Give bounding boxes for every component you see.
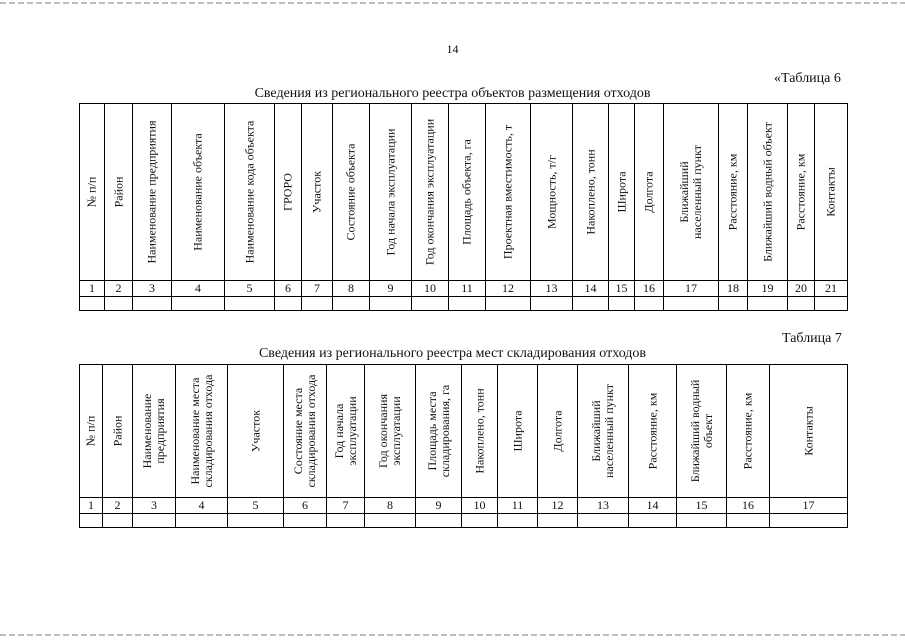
t7-empty-cell: [462, 514, 498, 528]
t6-header-text: Наименование кода объекта: [242, 120, 256, 264]
t7-header-cell: [727, 365, 770, 498]
t7-empty-cell: [578, 514, 629, 528]
t6-header-cell: [133, 104, 172, 281]
t6-header-text: Наименование предприятия: [144, 120, 159, 264]
t6-header-cell: [719, 104, 748, 281]
table7: [79, 364, 848, 528]
t7-header-text: Наименование предприятия: [140, 393, 167, 469]
t7-empty-cell: [770, 514, 848, 528]
t7-header-cell: [538, 365, 578, 498]
t6-empty-cell: [486, 297, 531, 311]
table7-title: Сведения из регионального реестра мест складирования отходов: [258, 346, 647, 361]
t7-col-number: 9: [416, 498, 462, 514]
t6-empty-cell: [105, 297, 133, 311]
table6: [79, 103, 848, 311]
t7-empty-cell: [677, 514, 727, 528]
t6-header-text: Ближайший населенный пункт: [677, 145, 704, 239]
t6-empty-cell: [531, 297, 573, 311]
t6-header-cell: [225, 104, 275, 281]
t6-header-text: Наименование объекта: [190, 133, 205, 251]
t6-empty-cell: [609, 297, 635, 311]
t6-header-text: Контакты: [823, 167, 838, 217]
t6-header-cell: [664, 104, 719, 281]
t7-header-cell: [416, 365, 462, 498]
t7-col-number: 15: [677, 498, 727, 514]
t6-header-text: Широта: [614, 171, 628, 213]
t6-col-number: 3: [133, 281, 172, 297]
t7-header-text: № п/п: [83, 415, 98, 447]
t7-empty-cell: [538, 514, 578, 528]
t7-header-text: Расстояние, км: [740, 392, 755, 470]
t6-empty-cell: [275, 297, 302, 311]
t7-header-text: Состояние места складирования отхода: [291, 374, 318, 488]
t7-header-text: Наименование места складирования отхода: [187, 374, 215, 488]
t6-header-text: Год начала эксплуатации: [383, 128, 397, 256]
t6-empty-cell: [80, 297, 105, 311]
t6-empty-cell: [815, 297, 848, 311]
t7-empty-cell: [80, 514, 103, 528]
table7-number-row: [80, 498, 848, 514]
t7-empty-cell: [629, 514, 677, 528]
t6-empty-cell: [635, 297, 664, 311]
t6-header-text: ГРОРО: [280, 173, 295, 211]
t7-header-cell: [284, 365, 327, 498]
t6-header-text: № п/п: [84, 176, 99, 208]
t7-col-number: 11: [498, 498, 538, 514]
t6-header-text: Расстояние, км: [725, 153, 740, 231]
t7-header-cell: [578, 365, 629, 498]
table7-header-row: [80, 365, 848, 498]
t6-col-number: 17: [664, 281, 719, 297]
t6-header-cell: [412, 104, 449, 281]
table6-label: «Таблица 6: [774, 71, 841, 86]
t6-empty-cell: [664, 297, 719, 311]
t6-empty-cell: [748, 297, 788, 311]
t7-header-cell: [770, 365, 848, 498]
t7-empty-cell: [103, 514, 133, 528]
t7-empty-cell: [727, 514, 770, 528]
t6-empty-cell: [333, 297, 370, 311]
t6-empty-cell: [302, 297, 333, 311]
t6-header-cell: [486, 104, 531, 281]
t6-header-text: Накоплено, тонн: [583, 149, 597, 235]
t7-empty-cell: [416, 514, 462, 528]
t6-col-number: 18: [719, 281, 748, 297]
t6-col-number: 8: [333, 281, 370, 297]
t7-header-cell: [365, 365, 416, 498]
t7-col-number: 2: [103, 498, 133, 514]
t6-col-number: 14: [573, 281, 609, 297]
t6-header-cell: [635, 104, 664, 281]
t6-col-number: 12: [486, 281, 531, 297]
t6-empty-cell: [370, 297, 412, 311]
t7-header-cell: [629, 365, 677, 498]
page-number: 14: [446, 42, 459, 56]
t7-col-number: 7: [327, 498, 365, 514]
t7-header-cell: [228, 365, 284, 498]
table6-empty-row: [80, 297, 848, 311]
t7-col-number: 12: [538, 498, 578, 514]
t6-col-number: 15: [609, 281, 635, 297]
table7-label: Таблица 7: [782, 331, 842, 346]
t6-col-number: 6: [275, 281, 302, 297]
t7-empty-cell: [228, 514, 284, 528]
t7-col-number: 13: [578, 498, 629, 514]
t6-col-number: 16: [635, 281, 664, 297]
t7-empty-cell: [284, 514, 327, 528]
t6-col-number: 1: [80, 281, 105, 297]
t6-header-cell: [105, 104, 133, 281]
t6-header-cell: [748, 104, 788, 281]
t7-header-cell: [176, 365, 228, 498]
t6-empty-cell: [788, 297, 815, 311]
t7-header-text: Контакты: [801, 406, 815, 456]
t6-header-cell: [609, 104, 635, 281]
t7-col-number: 5: [228, 498, 284, 514]
table6-header-row: [80, 104, 848, 281]
t6-header-cell: [815, 104, 848, 281]
table7-empty-row: [80, 514, 848, 528]
t7-header-text: Расстояние, км: [645, 392, 659, 470]
t6-empty-cell: [719, 297, 748, 311]
t7-col-number: 10: [462, 498, 498, 514]
t7-col-number: 3: [133, 498, 176, 514]
t7-header-cell: [677, 365, 727, 498]
t6-col-number: 5: [225, 281, 275, 297]
t7-empty-cell: [176, 514, 228, 528]
t7-header-text: Участок: [248, 409, 262, 453]
t6-header-cell: [80, 104, 105, 281]
t6-header-text: Расстояние, км: [793, 153, 808, 231]
t7-col-number: 6: [284, 498, 327, 514]
t6-header-cell: [449, 104, 486, 281]
t7-header-text: Район: [110, 415, 124, 447]
t7-header-text: Широта: [510, 410, 524, 452]
t6-col-number: 4: [172, 281, 225, 297]
t6-header-text: Проектная вместимость, т: [500, 124, 515, 260]
t6-header-text: Район: [111, 176, 125, 208]
t6-header-text: Состояние объекта: [343, 143, 358, 241]
table6-number-row: [80, 281, 848, 297]
t6-header-cell: [302, 104, 333, 281]
t7-empty-cell: [365, 514, 416, 528]
t7-header-cell: [80, 365, 103, 498]
bottom-scan-edge: [0, 634, 905, 636]
t6-header-cell: [573, 104, 609, 281]
t7-empty-cell: [327, 514, 365, 528]
t6-header-cell: [275, 104, 302, 281]
t7-header-text: Площадь места складирования, га: [424, 384, 452, 478]
t7-header-cell: [462, 365, 498, 498]
t7-header-cell: [103, 365, 133, 498]
t7-col-number: 17: [770, 498, 848, 514]
t6-col-number: 20: [788, 281, 815, 297]
t7-col-number: 1: [80, 498, 103, 514]
t7-empty-cell: [133, 514, 176, 528]
t6-header-cell: [370, 104, 412, 281]
t6-empty-cell: [225, 297, 275, 311]
t7-header-text: Накоплено, тонн: [472, 388, 486, 474]
t6-col-number: 2: [105, 281, 133, 297]
t7-header-text: Год окончания эксплуатации: [376, 394, 403, 469]
t6-col-number: 11: [449, 281, 486, 297]
t6-header-cell: [788, 104, 815, 281]
t7-header-cell: [327, 365, 365, 498]
t6-header-text: Ближайший водный объект: [760, 122, 774, 262]
t7-col-number: 14: [629, 498, 677, 514]
t6-header-text: Участок: [309, 170, 324, 214]
t6-col-number: 10: [412, 281, 449, 297]
t7-header-text: Ближайший водный объект: [687, 379, 715, 483]
t6-header-cell: [333, 104, 370, 281]
t7-header-cell: [133, 365, 176, 498]
t6-header-cell: [172, 104, 225, 281]
t6-header-cell: [531, 104, 573, 281]
t6-col-number: 21: [815, 281, 848, 297]
top-scan-edge: [0, 2, 905, 4]
t6-col-number: 9: [370, 281, 412, 297]
t6-header-text: Долгота: [641, 171, 656, 213]
t7-header-text: Ближайший населенный пункт: [589, 384, 616, 478]
t6-empty-cell: [412, 297, 449, 311]
t6-col-number: 13: [531, 281, 573, 297]
t6-header-text: Площадь объекта, га: [459, 139, 474, 245]
t6-empty-cell: [573, 297, 609, 311]
t7-col-number: 4: [176, 498, 228, 514]
t6-header-text: Год окончания эксплуатации: [422, 118, 437, 266]
t6-empty-cell: [172, 297, 225, 311]
t6-header-text: Мощность, т/г: [544, 155, 558, 229]
t7-col-number: 8: [365, 498, 416, 514]
t6-empty-cell: [133, 297, 172, 311]
t7-col-number: 16: [727, 498, 770, 514]
t6-empty-cell: [449, 297, 486, 311]
t7-header-cell: [498, 365, 538, 498]
t6-col-number: 7: [302, 281, 333, 297]
t7-header-text: Год начала эксплуатации: [331, 396, 359, 466]
t7-empty-cell: [498, 514, 538, 528]
table6-title: Сведения из регионального реестра объектов размещения отходов: [254, 86, 651, 101]
t6-col-number: 19: [748, 281, 788, 297]
t7-header-text: Долгота: [550, 410, 564, 452]
